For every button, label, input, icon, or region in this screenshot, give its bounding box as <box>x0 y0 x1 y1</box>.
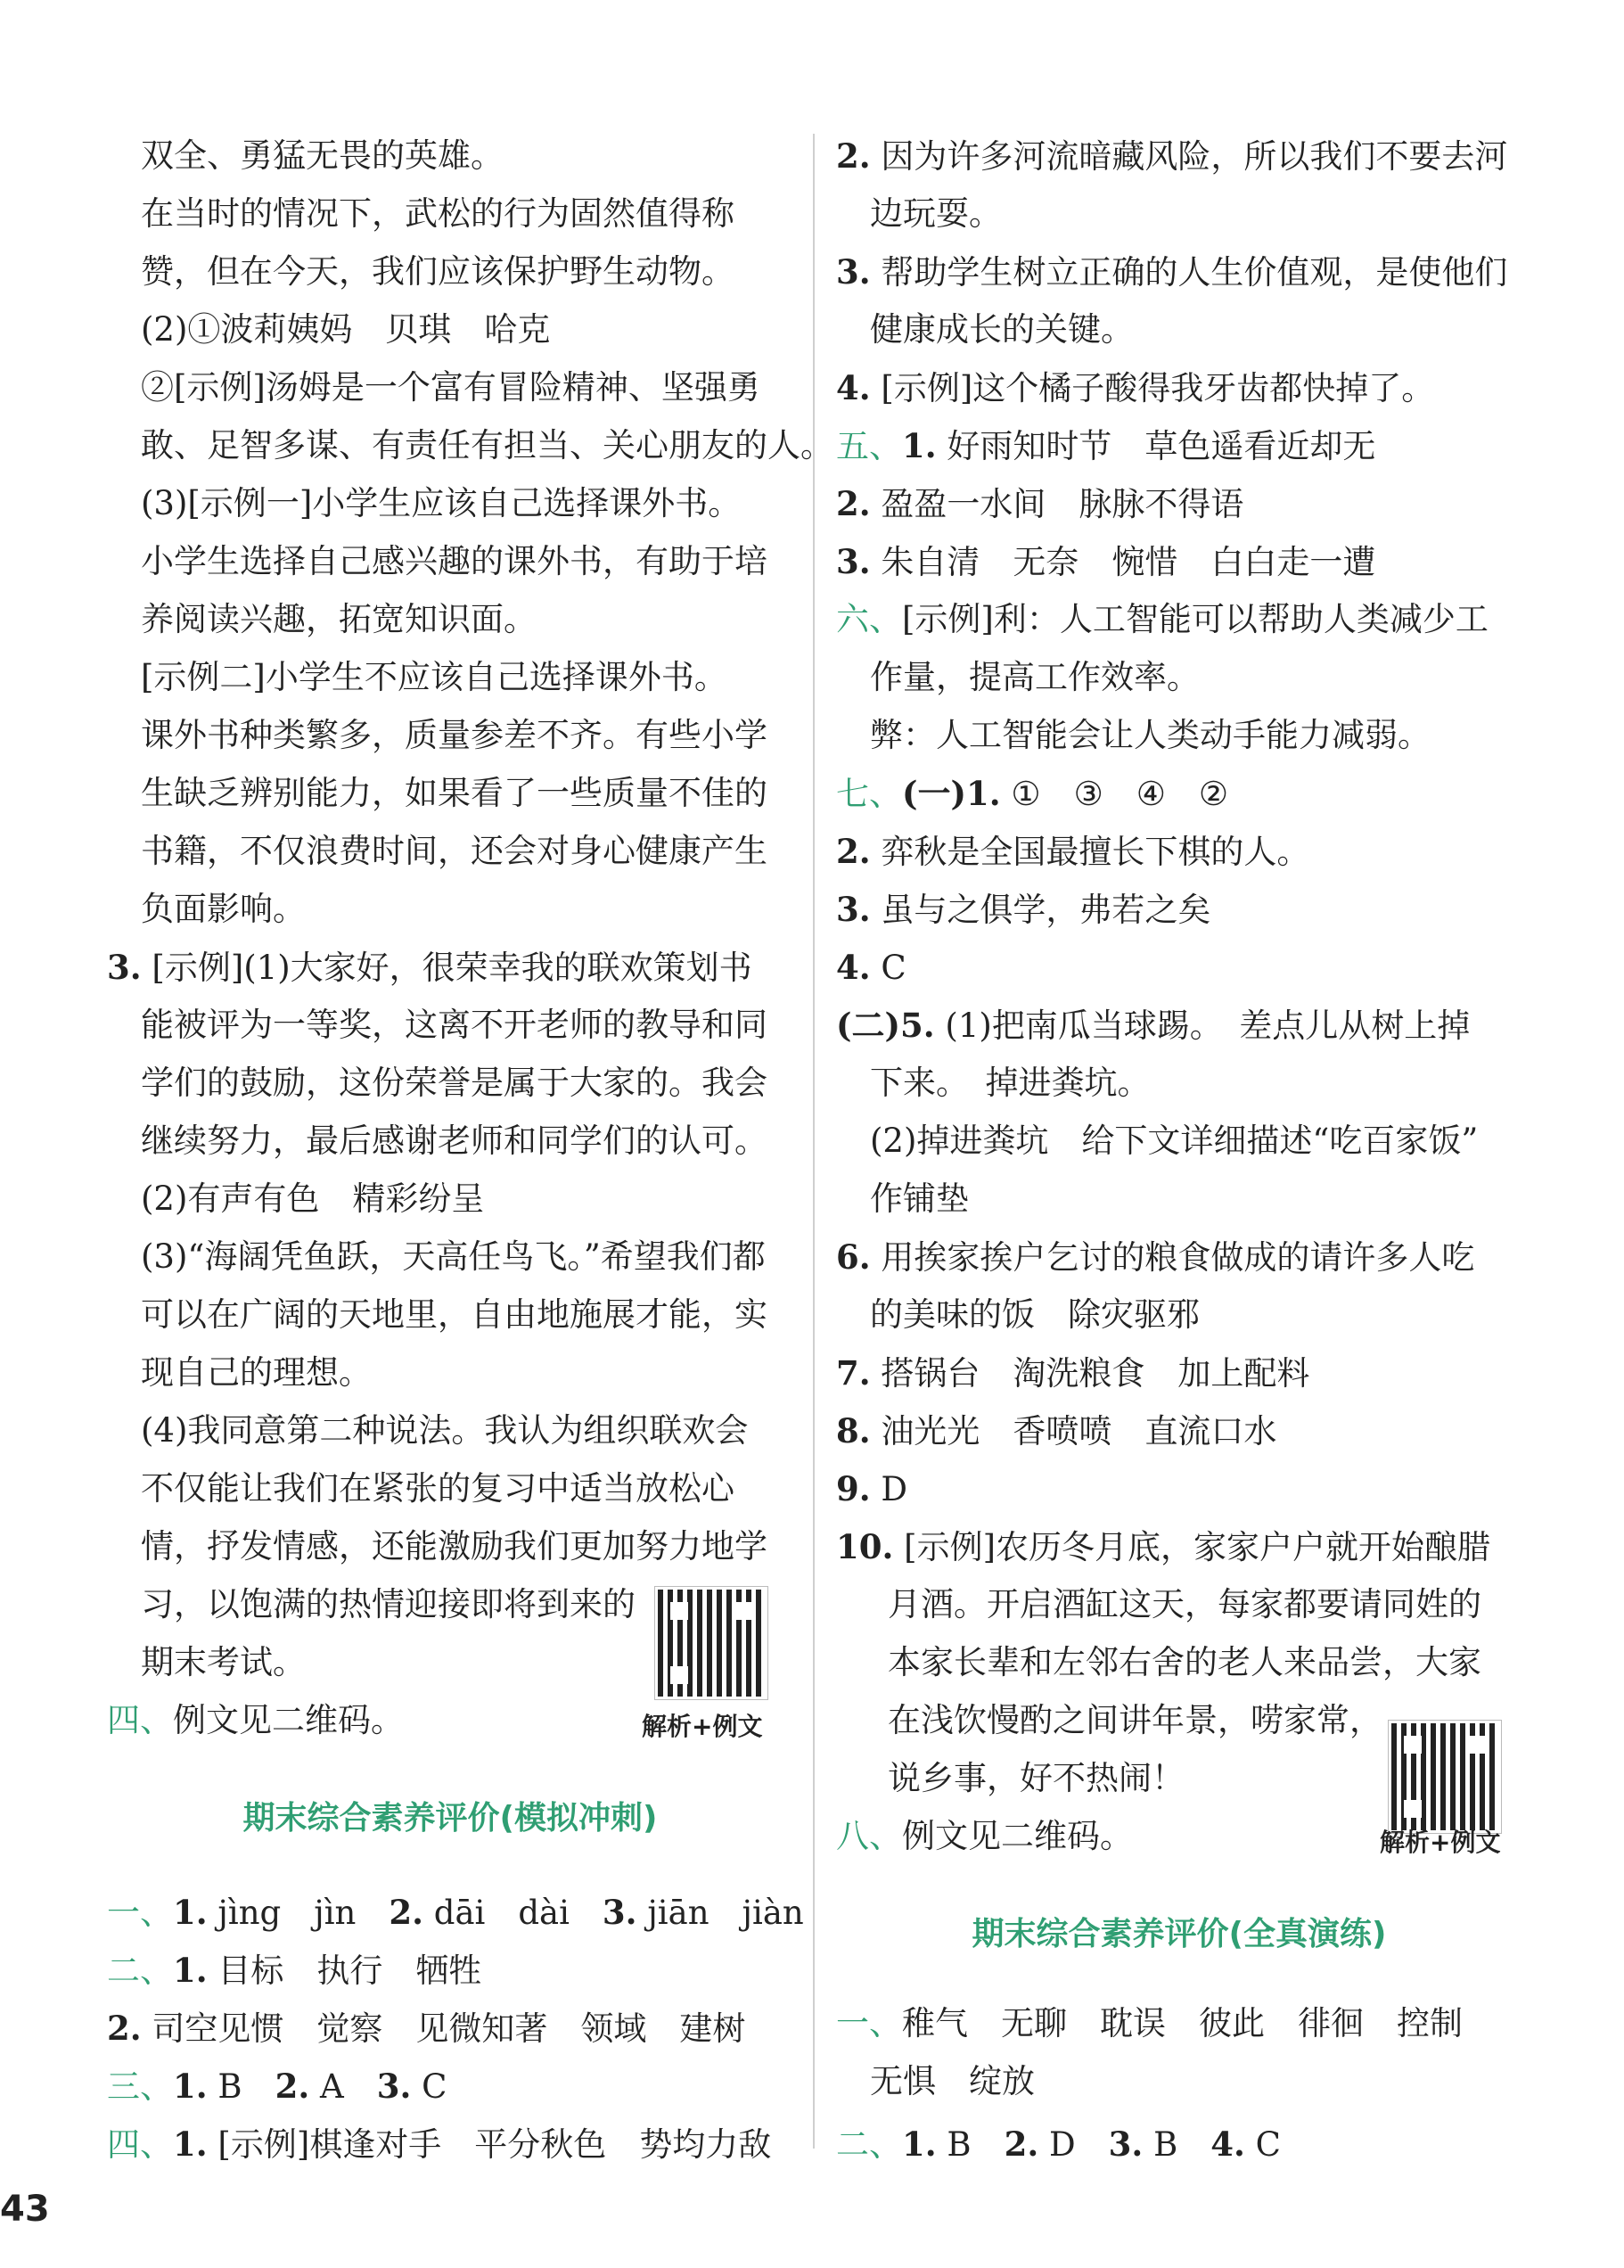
text-line <box>836 134 1507 179</box>
text-line: 月酒。开启酒缸这天，每家都要请同姓的 <box>888 1585 1481 1623</box>
item-number: 2. <box>275 2067 310 2106</box>
section-title: 期末综合素养评价(全真演练) <box>972 1916 1387 1952</box>
text-line <box>836 1003 1470 1048</box>
item-number: 6. <box>836 1237 871 1277</box>
section-mark: 八、 <box>836 1817 902 1855</box>
text-line <box>107 2064 447 2109</box>
qr-caption: 解析+例文 <box>1380 1828 1501 1857</box>
text-line: 课外书种类繁多，质量参差不齐。有些小学 <box>141 716 767 754</box>
item-text: 好雨知时节 草色遥看近却无 <box>936 427 1376 465</box>
item-text: ① ③ ④ ② <box>1000 775 1229 813</box>
item-text: dāi dài <box>423 1894 603 1932</box>
text-line: 边玩耍。 <box>870 194 1002 233</box>
item-number: 1. <box>173 2124 208 2164</box>
text-line <box>836 1467 907 1512</box>
item-text: (1)把南瓜当球踢。 差点儿从树上掉 <box>934 1007 1471 1045</box>
text-line <box>836 1814 1133 1859</box>
item-text: 目标 执行 牺牲 <box>207 1952 482 1990</box>
text-line: 下来。 掉进粪坑。 <box>870 1064 1151 1102</box>
text-line <box>836 366 1434 411</box>
section-mark: 四、 <box>107 2125 173 2164</box>
text-line <box>836 829 1309 875</box>
section-title: 期末综合素养评价(模拟冲刺) <box>242 1800 658 1837</box>
text-line <box>836 423 1375 469</box>
text-line <box>836 771 1228 817</box>
text-line <box>836 945 906 990</box>
text-line: 双全、勇猛无畏的英雄。 <box>141 136 504 175</box>
text-line: ②[示例]汤姆是一个富有冒险精神、坚强勇 <box>141 368 760 407</box>
text-line: 继续努力，最后感谢老师和同学们的认可。 <box>141 1122 767 1160</box>
item-number: (一)1. <box>902 774 1001 813</box>
text-line: 能被评为一等奖，这离不开老师的教导和同 <box>141 1006 767 1044</box>
item-number: 2. <box>389 1893 423 1932</box>
section-mark: 四、 <box>107 1701 173 1739</box>
text-line: (2)掉进粪坑 给下文详细描述“吃百家饭” <box>870 1122 1479 1160</box>
qr-code[interactable] <box>1389 1721 1501 1833</box>
text-line <box>107 1890 804 1935</box>
item-text: D <box>870 1470 908 1508</box>
text-line: (4)我同意第二种说法。我认为组织联欢会 <box>141 1411 749 1450</box>
text-line <box>836 1524 1490 1570</box>
item-text: jiān jiàn <box>636 1894 804 1932</box>
item-number: 2. <box>836 484 871 523</box>
item-number: 3. <box>836 252 871 292</box>
text-line <box>107 945 752 990</box>
text-line <box>75 2006 745 2051</box>
item-text: C <box>1244 2125 1281 2164</box>
item-text: B <box>1143 2125 1211 2164</box>
text-line <box>836 1351 1309 1396</box>
item-number: (二)5. <box>836 1006 935 1045</box>
item-text: 帮助学生树立正确的人生价值观，是使他们 <box>870 253 1508 292</box>
item-text: A <box>309 2067 377 2106</box>
item-number: 3. <box>836 542 871 581</box>
item-text: 例文见二维码。 <box>902 1817 1133 1855</box>
item-number: 9. <box>836 1469 871 1508</box>
page-number: 43 <box>0 2189 50 2230</box>
item-text: [示例](1)大家好，很荣幸我的联欢策划书 <box>152 949 752 987</box>
text-line: 作铺垫 <box>870 1179 969 1218</box>
text-line: (3)[示例一]小学生应该自己选择课外书。 <box>141 484 742 522</box>
item-number: 2. <box>836 136 871 176</box>
item-text: 例文见二维码。 <box>173 1701 404 1739</box>
section-mark: 一、 <box>107 1894 173 1932</box>
text-line: 书籍，不仅浪费时间，还会对身心健康产生 <box>141 832 767 870</box>
text-line: 情，抒发情感，还能激励我们更加努力地学 <box>141 1527 767 1565</box>
item-number: 1. <box>173 1893 208 1932</box>
item-number: 1. <box>173 2067 208 2106</box>
text-line <box>836 2122 1281 2167</box>
section-mark: 七、 <box>836 775 902 813</box>
text-line: 期末考试。 <box>141 1643 306 1681</box>
text-line: [示例二]小学生不应该自己选择课外书。 <box>141 658 727 696</box>
text-line: 说乡事，好不热闹！ <box>888 1759 1185 1797</box>
section-mark: 二、 <box>107 1952 173 1990</box>
item-number: 3. <box>602 1893 637 1932</box>
item-number: 4. <box>836 948 871 987</box>
item-number: 3. <box>376 2067 412 2106</box>
item-text: [示例]农历冬月底，家家户户就开始酿腊 <box>893 1528 1491 1566</box>
item-number: 1. <box>173 1951 208 1990</box>
text-line: 作量，提高工作效率。 <box>870 658 1200 696</box>
item-text: 用挨家挨户乞讨的粮食做成的请许多人吃 <box>870 1238 1475 1277</box>
text-line: 可以在广阔的天地里，自由地施展才能，实 <box>141 1295 767 1334</box>
item-number: 8. <box>836 1411 871 1450</box>
item-text: 因为许多河流暗藏风险，所以我们不要去河 <box>870 137 1508 176</box>
text-line <box>836 597 1489 642</box>
section-mark: 二、 <box>836 2125 902 2164</box>
qr-code[interactable] <box>655 1587 767 1699</box>
text-line <box>836 1409 1276 1454</box>
text-line: 习，以饱满的热情迎接即将到来的 <box>141 1585 636 1623</box>
item-number: 4. <box>1210 2124 1245 2164</box>
item-text: 油光光 香喷喷 直流口水 <box>870 1412 1277 1450</box>
text-line: 的美味的饭 除灾驱邪 <box>870 1295 1200 1334</box>
text-line: (3)“海阔凭鱼跃，天高任鸟飞。”希望我们都 <box>141 1237 766 1276</box>
text-line: (2)有声有色 精彩纷呈 <box>141 1179 485 1218</box>
text-line: 在当时的情况下，武松的行为固然值得称 <box>141 194 734 233</box>
text-line: 负面影响。 <box>141 890 306 928</box>
item-text: [示例]棋逢对手 平分秋色 势均力敌 <box>207 2125 772 2164</box>
text-line <box>836 481 1243 527</box>
text-line <box>836 539 1375 585</box>
item-text: [示例]这个橘子酸得我牙齿都快掉了。 <box>870 369 1435 407</box>
item-number: 4. <box>836 368 871 407</box>
text-line: 现自己的理想。 <box>141 1353 372 1392</box>
section-mark: 一、 <box>836 2004 902 2042</box>
item-text: 朱自清 无奈 惋惜 白白走一遭 <box>870 543 1376 581</box>
item-number: 1. <box>902 2124 937 2164</box>
item-text: [示例]利：人工智能可以帮助人类减少工 <box>902 600 1489 638</box>
item-number: 7. <box>836 1353 871 1393</box>
item-text: jìng jìn <box>207 1894 390 1932</box>
text-line: 本家长辈和左邻右舍的老人来品尝，大家 <box>888 1643 1481 1681</box>
section-mark: 三、 <box>107 2067 173 2106</box>
item-text: 弈秋是全国最擅长下棋的人。 <box>870 833 1310 871</box>
item-text: 虽与之俱学，弗若之矣 <box>870 891 1211 929</box>
text-line <box>836 250 1507 295</box>
text-line: 无惧 绽放 <box>870 2062 1035 2100</box>
item-number: 3. <box>107 948 142 987</box>
text-line: (2)①波莉姨妈 贝琪 哈克 <box>141 310 551 349</box>
text-line: 养阅读兴趣，拓宽知识面。 <box>141 600 537 638</box>
text-line <box>836 887 1210 933</box>
qr-caption: 解析+例文 <box>642 1712 763 1741</box>
text-line: 健康成长的关键。 <box>870 310 1134 349</box>
item-number: 2. <box>836 832 871 871</box>
item-text: 稚气 无聊 耽误 彼此 徘徊 控制 <box>902 2004 1463 2042</box>
text-line <box>107 1698 404 1743</box>
text-line <box>836 2001 1463 2046</box>
item-text: 盈盈一水间 脉脉不得语 <box>870 485 1244 523</box>
text-line: 敢、足智多谋、有责任有担当、关心朋友的人。 <box>141 426 833 464</box>
section-mark: 五、 <box>836 427 902 465</box>
item-text: D <box>1038 2125 1109 2164</box>
item-number: 3. <box>836 890 871 929</box>
text-line: 生缺乏辨别能力，如果看了一些质量不佳的 <box>141 774 767 812</box>
item-text: B <box>936 2125 1005 2164</box>
text-line <box>836 1235 1474 1280</box>
item-text: 司空见惯 觉察 见微知著 领域 建树 <box>141 2009 746 2048</box>
section-mark: 六、 <box>836 600 902 638</box>
item-number: 2. <box>107 2009 142 2048</box>
item-number: 10. <box>836 1527 894 1566</box>
text-line: 不仅能让我们在紧张的复习中适当放松心 <box>141 1469 734 1508</box>
text-line: 弊：人工智能会让人类动手能力减弱。 <box>870 716 1431 754</box>
item-text: 搭锅台 淘洗粮食 加上配料 <box>870 1354 1310 1393</box>
text-line <box>107 1948 481 1993</box>
item-number: 3. <box>1108 2124 1144 2164</box>
item-text: C <box>870 949 906 987</box>
text-line <box>107 2122 771 2167</box>
item-text: B <box>207 2067 275 2106</box>
text-line: 在浅饮慢酌之间讲年景，唠家常， <box>888 1701 1382 1739</box>
text-line: 赞，但在今天，我们应该保护野生动物。 <box>141 252 734 291</box>
item-number: 2. <box>1004 2124 1039 2164</box>
item-text: C <box>411 2067 447 2106</box>
text-line: 学们的鼓励，这份荣誉是属于大家的。我会 <box>141 1064 767 1102</box>
text-line: 小学生选择自己感兴趣的课外书，有助于培 <box>141 542 767 580</box>
item-number: 1. <box>902 426 937 465</box>
